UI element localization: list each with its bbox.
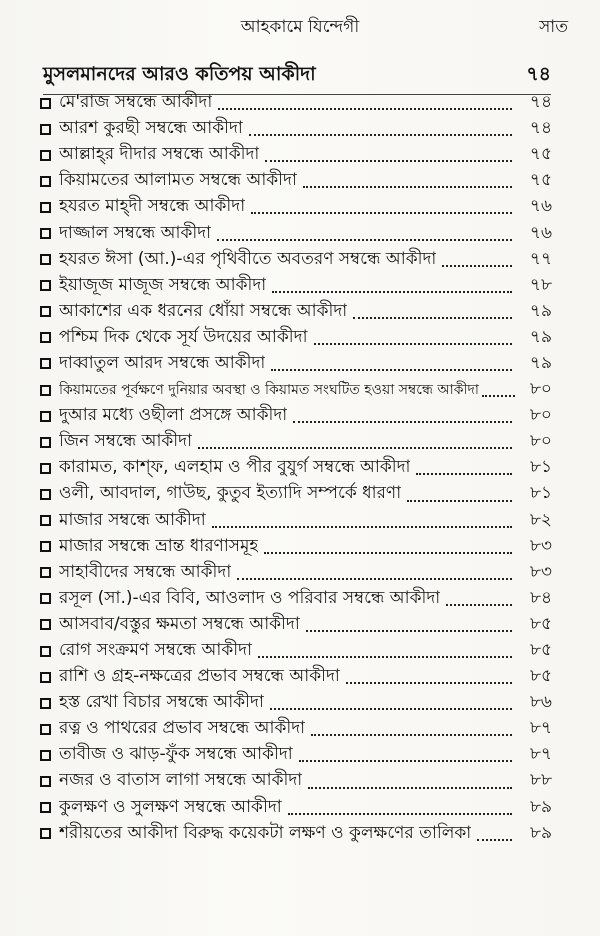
checkbox-square-icon (40, 358, 51, 369)
toc-entry-page: ৭৫ (529, 144, 552, 165)
toc-entry-title: মাজার সম্বন্ধে ভ্রান্ত ধারণাসমূহ (59, 535, 259, 556)
checkbox-square-icon (40, 515, 51, 526)
section-heading-text: মুসলমানদের আরও কতিপয় আকীদা (43, 63, 316, 85)
checkbox-square-icon (40, 411, 51, 422)
checkbox-square-icon (40, 98, 51, 109)
dot-leader (308, 787, 512, 789)
dot-leader (293, 421, 512, 423)
toc-entry (40, 768, 552, 794)
toc-entry-title: রোগ সংক্রমণ সম্বন্ধে আকীদা (59, 640, 252, 661)
toc-entry-title: রত্ন ও পাথরের প্রভাব সম্বন্ধে আকীদা (59, 718, 306, 739)
toc-entry (40, 351, 552, 377)
checkbox-square-icon (40, 124, 51, 135)
toc-entry-title: কারামত, কাশ্‌ফ, এলহাম ও পীর বুযুর্গ সম্বন্ধে আকীদা (59, 457, 411, 478)
checkbox-square-icon (40, 776, 51, 787)
checkbox-square-icon (40, 306, 51, 317)
toc-entry-page: ৭৬ (529, 222, 552, 243)
toc-entry-title: ইয়াজূজ মাজূজ সম্বন্ধে আকীদা (59, 274, 267, 295)
dot-leader (407, 500, 512, 502)
dot-leader (314, 343, 512, 345)
toc-entry-page: ৭৫ (529, 170, 552, 191)
toc-entry (40, 664, 552, 690)
toc-entry-page: ৭৪ (529, 118, 552, 139)
checkbox-square-icon (40, 176, 51, 187)
toc-entry-page: ৮৬ (529, 692, 552, 713)
checkbox-square-icon (40, 828, 51, 839)
toc-entry-title: আসবাব/বস্তুর ক্ষমতা সম্বন্ধে আকীদা (59, 613, 300, 634)
checkbox-square-icon (40, 385, 51, 396)
toc-entry (40, 742, 552, 768)
dot-leader (270, 708, 512, 710)
toc-entry-title: হযরত মাহ্‌দী সম্বন্ধে আকীদা (59, 196, 246, 217)
toc-entry (40, 247, 552, 273)
dot-leader (212, 526, 512, 528)
toc-entry-page: ৭৬ (529, 196, 552, 217)
toc-entry-title: পশ্চিম দিক থেকে সূর্য উদয়ের আকীদা (59, 326, 308, 347)
toc-entry-title: রসূল (সা.)-এর বিবি, আওলাদ ও পরিবার সম্বন্ধে আকীদা (59, 587, 441, 608)
dot-leader (258, 656, 512, 658)
checkbox-square-icon (40, 228, 51, 239)
checkbox-square-icon (40, 202, 51, 213)
toc-entry-page: ৮১ (529, 457, 552, 478)
checkbox-square-icon (40, 463, 51, 474)
toc-entry-page: ৭৪ (529, 92, 552, 113)
table-of-contents (40, 90, 552, 847)
checkbox-square-icon (40, 150, 51, 161)
toc-entry-page: ৮২ (529, 509, 552, 530)
toc-entry-page: ৮০ (529, 431, 552, 452)
dot-leader (288, 813, 512, 815)
dot-leader (346, 682, 512, 684)
dot-leader (442, 265, 512, 267)
toc-entry (40, 795, 552, 821)
toc-entry (40, 716, 552, 742)
toc-entry-page: ৮৫ (529, 613, 552, 634)
toc-entry (40, 220, 552, 246)
running-book-title: আহকামে যিন্দেগী (240, 17, 360, 37)
toc-entry-page: ৮৩ (529, 535, 552, 556)
toc-entry-page: ৭৯ (529, 300, 552, 321)
checkbox-square-icon (40, 646, 51, 657)
toc-entry-title: জিন সম্বন্ধে আকীদা (59, 431, 193, 452)
toc-entry (40, 116, 552, 142)
dot-leader (311, 734, 512, 736)
dot-leader (271, 369, 512, 371)
toc-entry-page: ৮৫ (529, 666, 552, 687)
toc-entry-page: ৮৭ (529, 744, 552, 765)
toc-entry-title: রাশি ও গ্রহ-নক্ষত্রের প্রভাব সম্বন্ধে আকীদা (59, 666, 340, 687)
dot-leader (299, 760, 512, 762)
dot-leader (237, 578, 512, 580)
checkbox-square-icon (40, 724, 51, 735)
checkbox-square-icon (40, 672, 51, 683)
toc-entry-title: কিয়ামতের পূর্বক্ষণে দুনিয়ার অবস্থা ও কিয়ামত সংঘটিত হওয়া সম্বন্ধে আকীদা (59, 382, 479, 399)
checkbox-square-icon (40, 619, 51, 630)
dot-leader (198, 447, 512, 449)
toc-entry (40, 481, 552, 507)
toc-entry-page: ৮৯ (529, 822, 552, 843)
checkbox-square-icon (40, 802, 51, 813)
toc-entry (40, 194, 552, 220)
page-number-label: সাত (539, 17, 568, 37)
toc-entry-page: ৭৭ (529, 248, 552, 269)
checkbox-square-icon (40, 489, 51, 500)
toc-entry-page: ৮০ (529, 405, 552, 426)
toc-entry (40, 168, 552, 194)
dot-leader (264, 552, 512, 554)
dot-leader (272, 291, 512, 293)
dot-leader (416, 473, 512, 475)
toc-entry (40, 429, 552, 455)
toc-entry-title: ওলী, আবদাল, গাউছ, কুতুব ইত্যাদি সম্পর্কে ধারণা (59, 483, 402, 504)
toc-entry-page: ৮০ (529, 379, 552, 400)
toc-entry-title: হস্ত রেখা বিচার সম্বন্ধে আকীদা (59, 692, 264, 713)
toc-entry (40, 586, 552, 612)
toc-entry-page: ৮৪ (529, 587, 552, 608)
toc-entry (40, 534, 552, 560)
toc-entry-page: ৭৮ (529, 274, 552, 295)
toc-entry-title: শরীয়তের আকীদা বিরুদ্ধ কয়েকটা লক্ষণ ও কুলক্ষণের তালিকা (59, 822, 472, 843)
checkbox-square-icon (40, 541, 51, 552)
toc-entry-title: মে'রাজ সম্বন্ধে আকীদা (59, 92, 213, 113)
toc-entry-title: সাহাবীদের সম্বন্ধে আকীদা (59, 561, 232, 582)
toc-entry-title: দুআর মধ্যে ওছীলা প্রসঙ্গে আকীদা (59, 405, 288, 426)
toc-entry-title: দাব্বাতুল আরদ সম্বন্ধে আকীদা (59, 352, 266, 373)
toc-entry-title: নজর ও বাতাস লাগা সম্বন্ধে আকীদা (59, 770, 303, 791)
toc-entry (40, 638, 552, 664)
dot-leader (217, 239, 512, 241)
dot-leader (265, 160, 512, 162)
checkbox-square-icon (40, 593, 51, 604)
dot-leader (477, 839, 512, 841)
toc-entry-page: ৮৩ (529, 561, 552, 582)
toc-entry (40, 690, 552, 716)
toc-entry-title: কুলক্ষণ ও সুলক্ষণ সম্বন্ধে আকীদা (59, 796, 282, 817)
toc-entry (40, 377, 552, 403)
checkbox-square-icon (40, 254, 51, 265)
dot-leader (306, 630, 512, 632)
toc-entry-title: আকাশের এক ধরনের ধোঁয়া সম্বন্ধে আকীদা (59, 300, 348, 321)
toc-entry-title: আল্লাহ্‌র দীদার সম্বন্ধে আকীদা (59, 144, 260, 165)
toc-entry (40, 299, 552, 325)
checkbox-square-icon (40, 698, 51, 709)
toc-entry (40, 508, 552, 534)
toc-entry (40, 90, 552, 116)
toc-entry (40, 560, 552, 586)
dot-leader (353, 317, 512, 319)
toc-entry-page: ৭৯ (529, 326, 552, 347)
dot-leader (249, 134, 512, 136)
toc-entry (40, 455, 552, 481)
toc-entry-page: ৭৯ (529, 352, 552, 373)
checkbox-square-icon (40, 567, 51, 578)
dot-leader (218, 108, 512, 110)
dot-leader (446, 604, 512, 606)
toc-entry (40, 142, 552, 168)
toc-entry (40, 821, 552, 847)
toc-entry-title: হযরত ঈসা (আ.)-এর পৃথিবীতে অবতরণ সম্বন্ধে আকীদা (59, 248, 437, 269)
page-header (0, 8, 600, 38)
toc-entry (40, 273, 552, 299)
toc-entry-page: ৮৯ (529, 796, 552, 817)
toc-entry-page: ৮৭ (529, 718, 552, 739)
toc-entry-title: কিয়ামতের আলামত সম্বন্ধে আকীদা (59, 170, 297, 191)
toc-entry-page: ৮৮ (529, 770, 552, 791)
toc-entry-title: আরশ কুরছী সম্বন্ধে আকীদা (59, 118, 243, 139)
section-heading-page: ৭৪ (526, 63, 551, 85)
checkbox-square-icon (40, 280, 51, 291)
toc-entry-page: ৮১ (529, 483, 552, 504)
dot-leader (482, 395, 515, 397)
toc-entry (40, 403, 552, 429)
dot-leader (251, 212, 512, 214)
toc-entry (40, 612, 552, 638)
checkbox-square-icon (40, 437, 51, 448)
checkbox-square-icon (40, 332, 51, 343)
dot-leader (303, 186, 512, 188)
toc-entry-title: মাজার সম্বন্ধে আকীদা (59, 509, 206, 530)
toc-entry-title: তাবীজ ও ঝাড়-ফুঁক সম্বন্ধে আকীদা (59, 744, 293, 765)
toc-entry-title: দাজ্জাল সম্বন্ধে আকীদা (59, 222, 212, 243)
toc-entry (40, 325, 552, 351)
toc-entry-page: ৮৫ (529, 640, 552, 661)
checkbox-square-icon (40, 750, 51, 761)
